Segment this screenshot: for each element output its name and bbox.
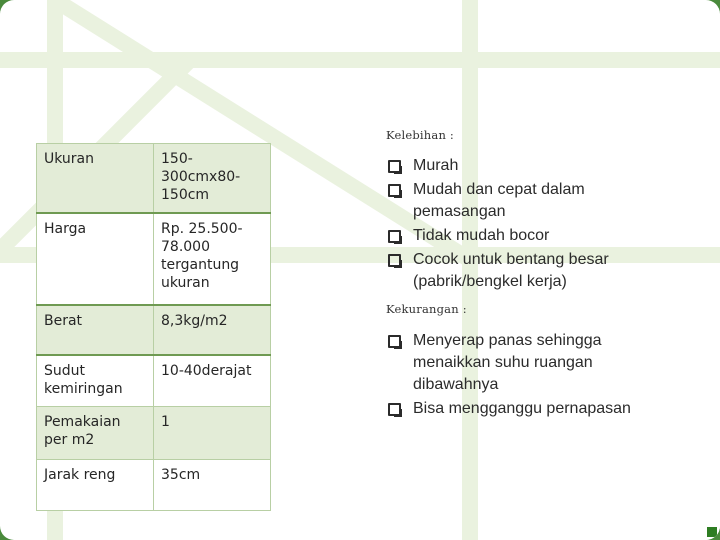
list-item-text: Mudah dan cepat dalam pemasangan (413, 181, 585, 220)
checkbox-bullet-icon (388, 403, 401, 416)
list-item-text: Menyerap panas sehingga menaikkan suhu ruangan dibawahnya (413, 332, 602, 393)
row-label: Jarak reng (37, 460, 154, 511)
table-row (37, 144, 271, 214)
list-item-text: Murah (413, 157, 459, 174)
checkbox-bullet-icon (388, 335, 401, 348)
row-label: Pemakaian per m2 (37, 407, 154, 460)
kelebihan-heading: Kelebihan : (386, 128, 455, 142)
list-item-text: Bisa mengganggu pernapasan (413, 400, 631, 417)
spec-table (36, 143, 271, 511)
row-value: 8,3kg/m2 (154, 305, 271, 355)
checkbox-bullet-icon (388, 230, 401, 243)
checkbox-bullet-icon (388, 160, 401, 173)
table-row (37, 213, 271, 305)
row-value: 35cm (154, 460, 271, 511)
row-value: 1 (154, 407, 271, 460)
list-item (386, 155, 676, 177)
list-item (386, 330, 676, 396)
list-item (386, 179, 676, 223)
kekurangan-list (386, 330, 676, 422)
row-label: Berat (37, 305, 154, 355)
list-item-text: Tidak mudah bocor (413, 227, 550, 244)
table-row (37, 407, 271, 460)
table-row (37, 460, 271, 511)
row-label: Sudut kemiringan (37, 355, 154, 407)
row-value: 150-300cmx80-150cm (154, 144, 271, 214)
row-value: Rp. 25.500-78.000 tergantung ukuran (154, 213, 271, 305)
kekurangan-heading: Kekurangan : (386, 302, 467, 316)
list-item (386, 225, 676, 247)
table-row (37, 305, 271, 355)
row-label: Ukuran (37, 144, 154, 214)
list-item (386, 249, 676, 293)
row-label: Harga (37, 213, 154, 305)
corner-marker-icon (698, 518, 720, 540)
checkbox-bullet-icon (388, 254, 401, 267)
table-row (37, 355, 271, 407)
row-value: 10-40derajat (154, 355, 271, 407)
list-item (386, 398, 676, 420)
list-item-text: Cocok untuk bentang besar (pabrik/bengkel kerja) (413, 251, 609, 290)
kelebihan-list (386, 155, 676, 295)
checkbox-bullet-icon (388, 184, 401, 197)
